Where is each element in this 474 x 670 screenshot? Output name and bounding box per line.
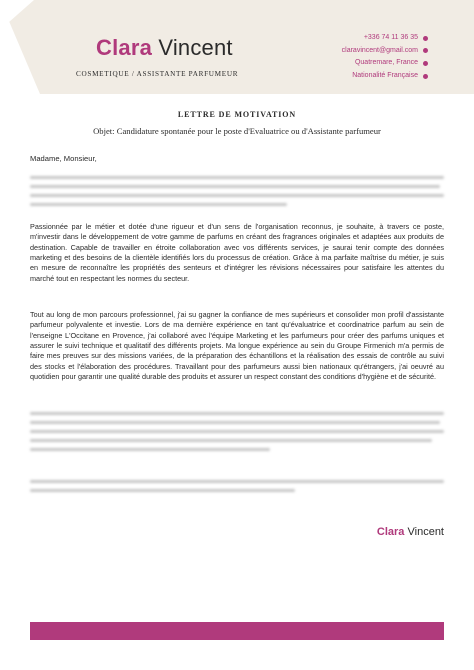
letter-subject: Objet: Candidature spontanée pour le poste d'Evaluatrice ou d'Assistante parfumeur [93,126,381,136]
email-text[interactable]: claravincent@gmail.com [341,46,418,54]
flag-icon [423,74,428,79]
job-title: COSMETIQUE / ASSISTANTE PARFUMEUR [76,70,239,78]
contact-phone [342,32,428,45]
contact-nationality [342,70,428,83]
city-text: Quatremare, France [354,59,418,67]
first-name: Clara [96,35,153,60]
contact-city [342,57,428,70]
footer-bar [30,622,444,640]
letter-title: LETTRE DE MOTIVATION [177,110,297,119]
nationality-text: Nationalité Française [352,71,418,79]
candidate-name [96,35,233,61]
last-name: Vincent [158,35,233,60]
salutation: Madame, Monsieur, [30,154,97,163]
signature [377,526,444,538]
contact-email[interactable] [342,45,428,58]
paragraph-3: Tout au long de mon parcours professionnel, j'ai su gagner la confiance de mes supérieurs et consolider mon profil d'assistante parfumeur polyvalente et investie. Lors de ma dernière expérience en tant qu'évaluatrice et coordinatrice parfum au sein de l'enseigne L'Occitane en Provence, j'ai collaboré avec l'équipe Marketing et les parfumeurs pour créer des parfums uniques et assurer le suivi technique et qualitatif des différents projets. Ma longue expérience au sein du Groupe Firmenich m'a permis de faire mes preuves sur des missions variées, de la préparation des échantillons et la réalisation des essais de contrôle au suivi des stocks et l'élaboration des procédures. Travaillant pour des parfumeurs aussi bien nationaux qu'étrangers, j'ai oeuvré au quotidien pour garantir une qualité durable des produits et assurer un respect constant des conditions d'hygiène et de sécurité. [30,310,444,382]
blurred-paragraph-1 [30,176,444,212]
phone-icon [423,36,428,41]
email-icon [423,48,428,53]
location-icon [423,61,428,66]
blurred-paragraph-4 [30,412,444,457]
blurred-paragraph-5 [30,480,444,498]
signature-last-name: Vincent [407,526,444,538]
paragraph-2: Passionnée par le métier et dotée d'une rigueur et d'un sens de l'organisation reconnus, je souhaite, à travers ce poste, m'investir dans le développement de votre gamme de parfums en créant des fragrances originales et adaptées aux produits de destination. Capable de travailler en étroite collaboration avec vos différents services, je saurai tenir compte des données marketing et des besoins de la clientèle identifiés lors du processus de création. Grâce à ma parfaite maîtrise du métier, je suis en mesure de reconnaître les propriétés des senteurs et d'intégrer les révisions nécessaires pour satisfaire les attentes du marché tout en respectant les normes du secteur. [30,222,444,283]
phone-text: +336 74 11 36 35 [363,34,418,41]
contact-block [342,32,428,82]
signature-first-name: Clara [376,526,405,538]
